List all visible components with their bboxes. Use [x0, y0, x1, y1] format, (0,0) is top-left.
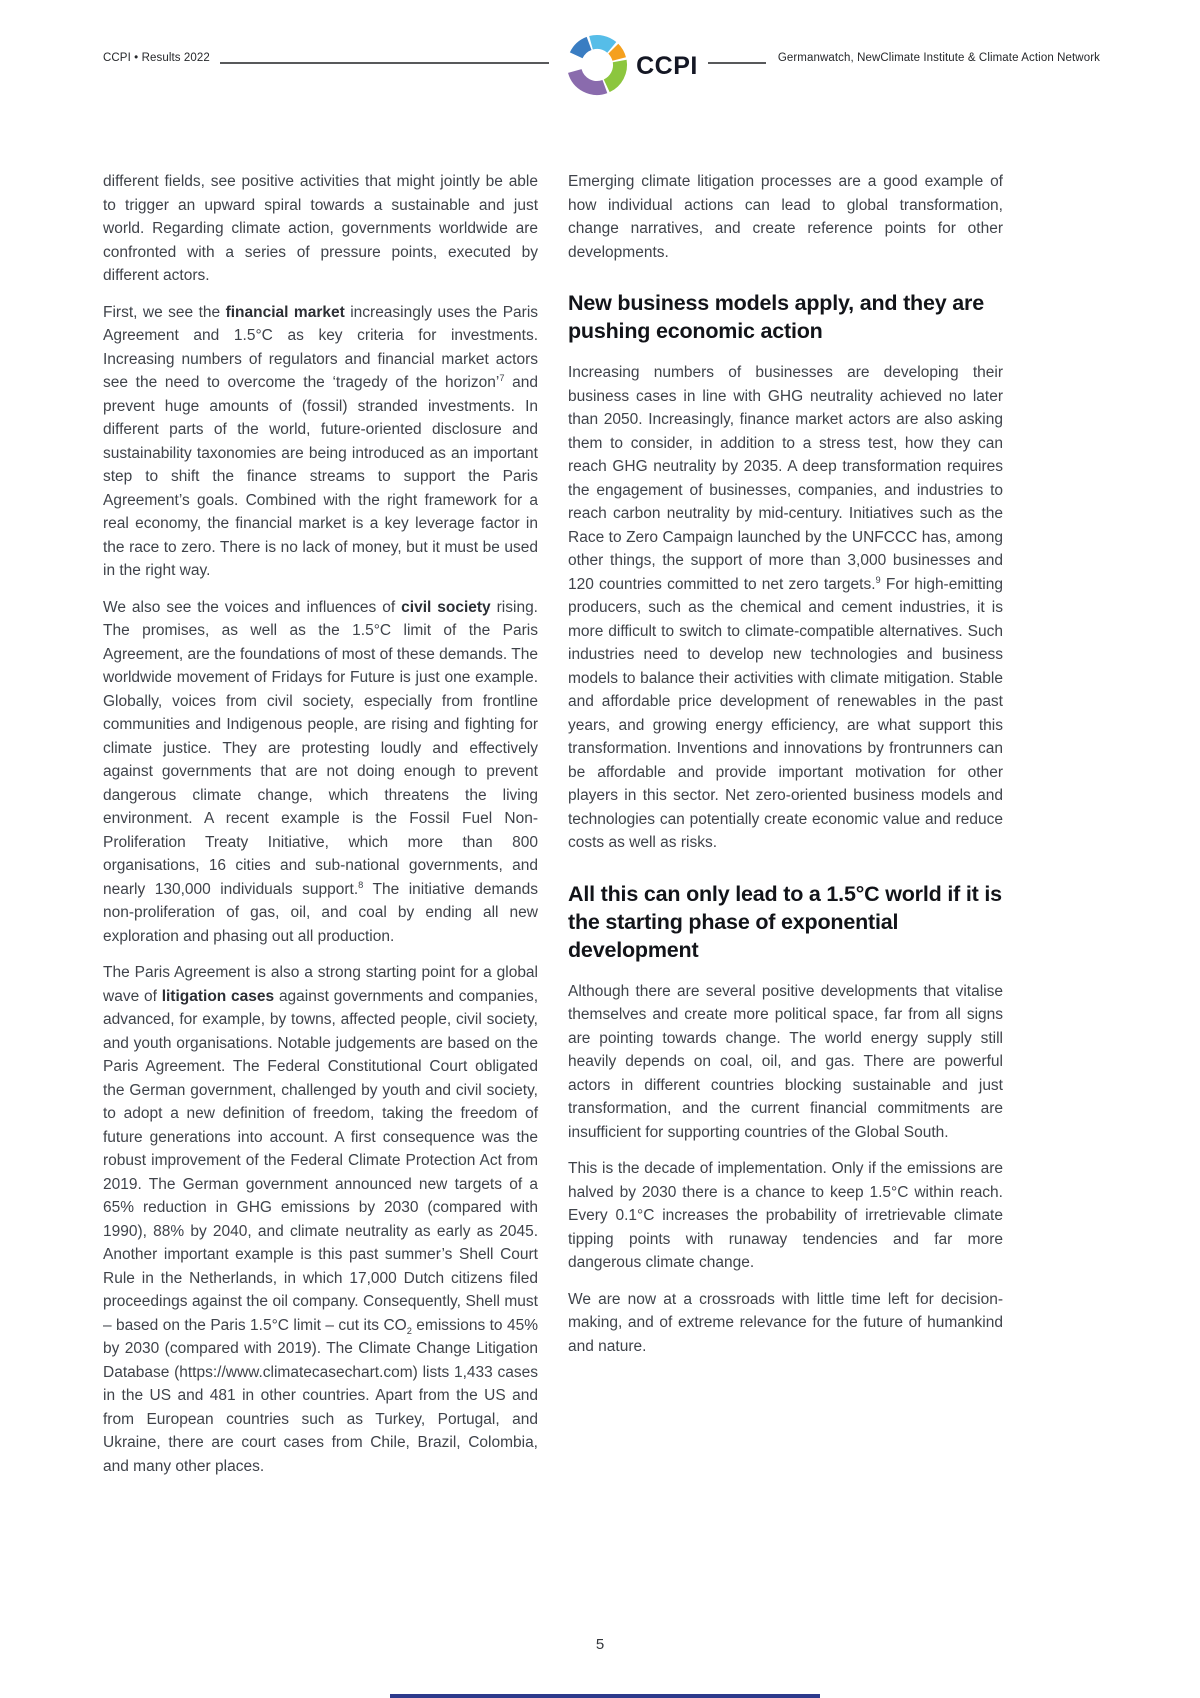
right-column: [568, 170, 1003, 1491]
text-run: against governments and companies, advanced, for example, by towns, affected people, civil society, and youth organisations. Notable judgements are based on the Paris Agreement. The Federal Constitutional Court obligated the German government, challenged by youth and civil society, to adopt a new definition of freedom, taking the freedom of future generations into account. A first consequence was the robust improvement of the Federal Climate Protection Act from 2019. The German government announced new targets of a 65% reduction in GHG emissions by 2030 (compared with 1990), 88% by 2040, and climate neutrality as early as 2045. Another important example is this past summer’s Shell Court Rule in the Netherlands, in which 17,000 Dutch citizens filed proceedings against the oil company. Consequently, Shell must – based on the Paris 1.5°C limit – cut its CO: [103, 987, 539, 1334]
text-run: emissions to 45% by 2030 (compared with 2019). The Climate Change Litigation Database (https://www.climatecasechart.com) lists 1,433 cases in the US and 481 in other countries. Apart from the US and from European countries such as Turkey, Portugal, and Ukraine, there are court cases from Chile, Brazil, Colombia, and many other places.: [103, 1316, 538, 1475]
bold-term: civil society: [401, 598, 491, 616]
footnote-marker: 9: [875, 574, 881, 585]
body-paragraph: [568, 980, 1003, 1145]
text-run: We are now at a crossroads with little time left for decision-making, and of extreme relevance for the future of humankind and nature.: [568, 1290, 1003, 1355]
body-paragraph: [103, 301, 538, 583]
text-run: First, we see the: [103, 303, 226, 321]
ring-segment-blue: [576, 43, 589, 55]
ccpi-ring-icon: [565, 33, 629, 97]
text-run: and prevent huge amounts of (fossil) stranded investments. In different parts of the world, future-oriented disclosure and sustainability taxonomies are being introduced as an important step to shift the finance streams to support the Paris Agreement’s goals. Combined with the right framework for a real economy, the financial market is a key leverage factor in the race to zero. There is no lack of money, but it must be used in the right way.: [103, 374, 538, 579]
article-body: [103, 170, 1003, 1491]
left-column: [103, 170, 538, 1491]
header-org-label: Germanwatch, NewClimate Institute & Climate Action Network: [777, 52, 1100, 64]
body-paragraph: [103, 596, 538, 949]
text-run: Although there are several positive developments that vitalise themselves and create more political space, far from all signs are pointing towards change. The world energy supply still heavily depends on coal, oil, and gas. There are powerful actors in different countries blocking sustainable and just transformation, and the current financial commitments are insufficient for supporting countries of the Global South.: [568, 982, 1003, 1141]
body-paragraph: [568, 170, 1003, 264]
text-run: Emerging climate litigation processes are a good example of how individual actions can lead to global transformation, change narratives, and create reference points for other developments.: [568, 173, 1003, 261]
page-header: [103, 28, 1100, 102]
header-doc-label: CCPI • Results 2022: [103, 52, 210, 64]
page-number: 5: [595, 1636, 605, 1653]
ring-segment-orange: [613, 49, 619, 59]
bold-term: financial market: [225, 303, 345, 321]
text-run: The Paris Agreement is also a strong starting point for a global wave of: [103, 964, 538, 1005]
body-paragraph: [568, 1288, 1003, 1359]
ccpi-logo-text: CCPI: [636, 51, 698, 80]
text-run: This is the decade of implementation. Only if the emissions are halved by 2030 there is a chance to keep 1.5°C within reach. Every 0.1°C increases the probability of irretrievable climate tipping points with runaway tendencies and far more dangerous climate change.: [568, 1160, 1003, 1271]
section-heading: New business models apply, and they are pushing economic action: [568, 291, 984, 343]
bold-term: litigation cases: [161, 987, 275, 1005]
ring-segment-green: [607, 61, 620, 86]
ring-segment-lightblue: [591, 42, 612, 47]
footnote-marker: 8: [358, 879, 364, 890]
body-paragraph: [103, 170, 538, 288]
page-footer: [0, 1636, 1200, 1653]
body-paragraph: [103, 961, 538, 1478]
text-run: rising. The promises, as well as the 1.5°C limit of the Paris Agreement, are the foundations of most of these demands. The worldwide movement of Fridays for Future is just one example. Globally, voices from civil society, especially from frontline communities and Indigenous people, are rising and fighting for climate justice. They are protesting loudly and effectively against governments that are not doing enough to prevent dangerous climate change, which threatens the living environment. A recent example is the Fossil Fuel Non-Proliferation Treaty Initiative, which more than 800 organisations, 16 cities and sub-national governments, and nearly 130,000 individuals support.: [103, 598, 538, 898]
body-paragraph: [568, 361, 1003, 855]
text-run: The initiative demands non-proliferation of gas, oil, and coal by ending all new exploration and phasing out all production.: [103, 880, 538, 945]
header-rule-left: [220, 62, 549, 64]
header-rule-right: [708, 62, 766, 64]
text-run: For high-emitting producers, such as the chemical and cement industries, it is more difficult to switch to climate-compatible alternatives. Such industries need to develop new technologies and business models to balance their activities with climate mitigation. Stable and affordable price development of renewables in the past years, and growing energy efficiency, are what support this transformation. Inventions and innovations by frontrunners can be affordable and provide important motivation for other players in this sector. Net zero-oriented business models and technologies can potentially create economic value and reduce costs as well as risks.: [568, 575, 1003, 851]
text-run: We also see the voices and influences of: [103, 598, 402, 616]
footnote-marker: 7: [499, 372, 505, 383]
body-paragraph: [568, 1157, 1003, 1275]
text-run: different fields, see positive activities that might jointly be able to trigger an upward spiral towards a sustainable and just world. Regarding climate action, governments worldwide are confronted with a series of pressure points, executed by different actors.: [103, 173, 538, 284]
ring-segment-purple: [575, 71, 605, 88]
section-heading: All this can only lead to a 1.5°C world if it is the starting phase of exponential development: [568, 881, 1002, 962]
text-run: increasingly uses the Paris Agreement and 1.5°C as key criteria for investments. Increasing numbers of regulators and financial market actors see the need to overcome the ‘tragedy of the horizon’: [103, 303, 539, 391]
text-run: Increasing numbers of businesses are developing their business cases in line with GHG neutrality achieved no later than 2050. Increasingly, finance market actors are also asking them to consider, in addition to a stress test, how they can reach GHG neutrality by 2035. A deep transformation requires the engagement of businesses, companies, and industries to reach carbon neutrality by mid-century. Initiatives such as the Race to Zero Campaign launched by the UNFCCC has, among other things, the support of more than 3,000 businesses and 120 countries committed to net zero targets.: [568, 364, 1003, 593]
ccpi-logo: [549, 33, 708, 97]
subscript-text: 2: [406, 1325, 412, 1336]
footer-accent-rule: [390, 1694, 820, 1698]
